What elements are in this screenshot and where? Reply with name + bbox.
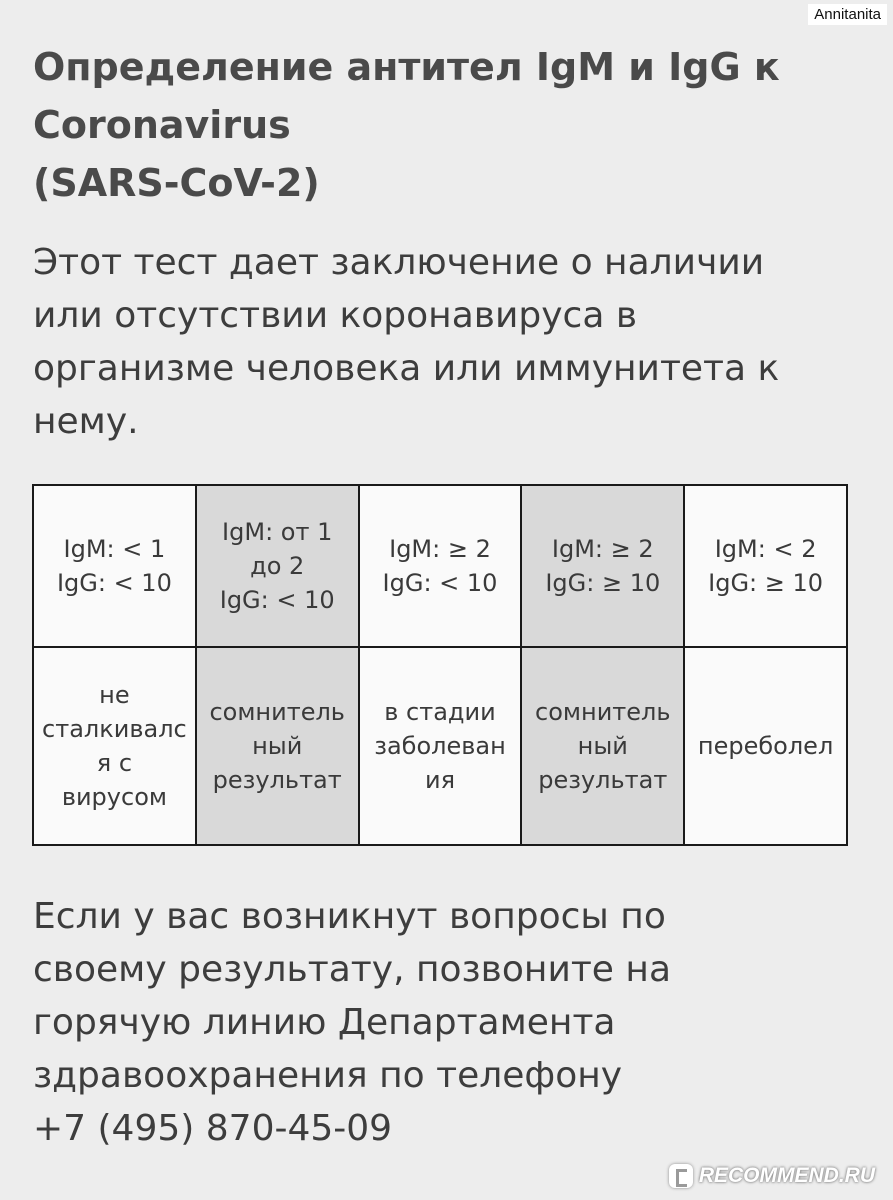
table-cell-value xyxy=(196,485,359,647)
cell-line: IgM: < 1 xyxy=(63,535,166,563)
cell-line: не xyxy=(99,681,130,709)
antibody-results-table xyxy=(32,484,848,846)
table-cell-value xyxy=(684,485,847,647)
cell-line: сталкивалс xyxy=(42,715,187,743)
cell-line: результат xyxy=(538,766,668,794)
cell-line: сомнитель xyxy=(535,698,671,726)
watermark xyxy=(669,1164,875,1188)
outro-line: своему результату, позвоните на xyxy=(33,949,671,990)
cell-line: результат xyxy=(212,766,342,794)
table-row-values xyxy=(33,485,847,647)
cell-line: заболеван xyxy=(374,732,506,760)
cell-line: ный xyxy=(577,732,628,760)
table-row-results xyxy=(33,647,847,845)
page-title xyxy=(33,38,863,212)
cell-line: IgM: от 1 xyxy=(222,518,333,546)
cell-line: IgG: < 10 xyxy=(56,569,172,597)
table-cell-value xyxy=(521,485,684,647)
author-label: Annitanita xyxy=(808,4,887,25)
intro-line: или отсутствии коронавируса в xyxy=(33,295,638,336)
table-cell-result xyxy=(196,647,359,845)
cell-line: ия xyxy=(424,766,456,794)
watermark-text: RECOMMEND.RU xyxy=(698,1164,875,1187)
title-line: Coronavirus xyxy=(33,103,291,147)
cell-line: IgG: ≥ 10 xyxy=(708,569,824,597)
cell-line: вирусом xyxy=(61,783,167,811)
outro-line: здравоохранения по телефону xyxy=(33,1055,623,1096)
cell-line: переболел xyxy=(697,732,834,760)
table-cell-result xyxy=(33,647,196,845)
cell-line: сомнитель xyxy=(209,698,345,726)
cell-line: IgM: ≥ 2 xyxy=(389,535,491,563)
table-cell-result xyxy=(359,647,522,845)
cell-line: ный xyxy=(252,732,303,760)
table-cell-value xyxy=(359,485,522,647)
table-cell-value xyxy=(33,485,196,647)
cell-line: IgG: < 10 xyxy=(382,569,498,597)
cell-line: IgM: ≥ 2 xyxy=(551,535,654,563)
cell-line: IgM: < 2 xyxy=(714,535,817,563)
table-cell-result xyxy=(684,647,847,845)
cell-line: я с xyxy=(96,749,133,777)
outro-line: горячую линию Департамента xyxy=(33,1002,616,1043)
intro-line: организме человека или иммунитета к xyxy=(33,348,780,389)
cell-line: до 2 xyxy=(250,552,305,580)
outro-line: Если у вас возникнут вопросы по xyxy=(33,896,666,937)
intro-paragraph xyxy=(33,236,863,448)
table-cell-result xyxy=(521,647,684,845)
phone-number: +7 (495) 870-45-09 xyxy=(33,1108,393,1149)
intro-line: нему. xyxy=(33,401,139,442)
title-line: (SARS-CoV-2) xyxy=(33,161,320,205)
title-line: Определение антител IgM и IgG к xyxy=(33,45,780,89)
intro-line: Этот тест дает заключение о наличии xyxy=(33,242,765,283)
cell-line: IgG: < 10 xyxy=(219,586,335,614)
contact-paragraph xyxy=(33,890,863,1155)
cell-line: IgG: ≥ 10 xyxy=(545,569,661,597)
recommend-logo-icon xyxy=(669,1164,693,1188)
cell-line: в стадии xyxy=(384,698,496,726)
